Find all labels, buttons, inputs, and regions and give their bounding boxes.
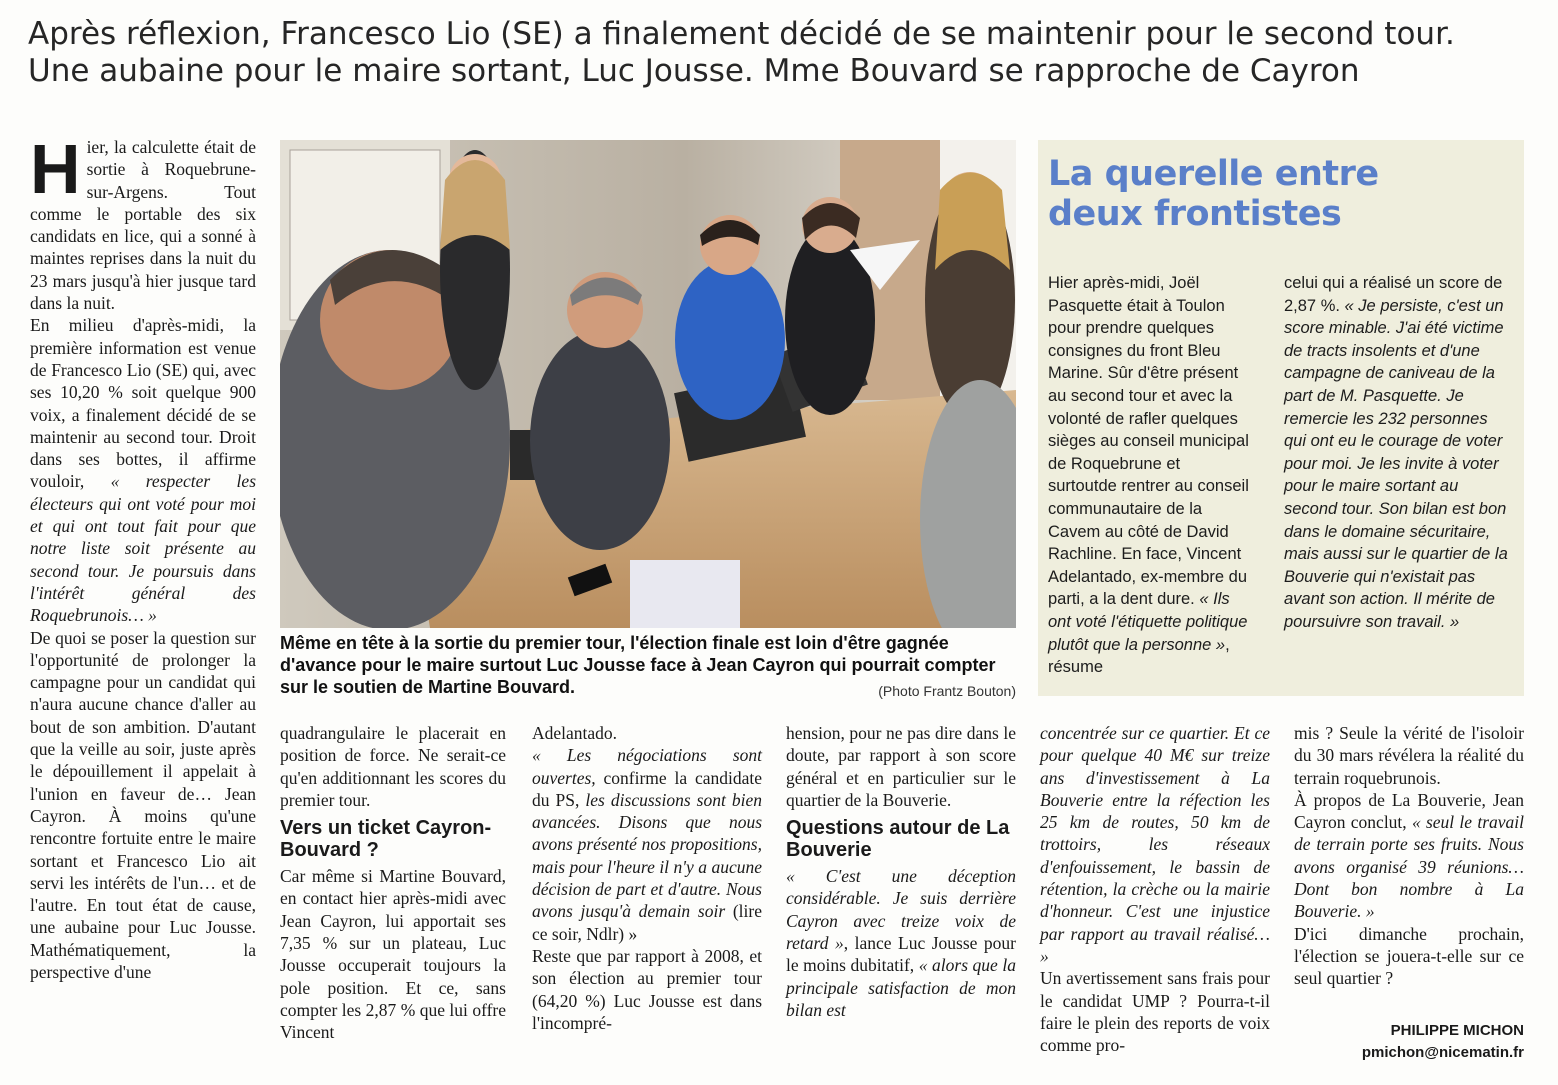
- article-paragraph: Hier, la calculette était de sortie à Roquebrune-sur-Argens. Tout comme le portable des six candidats en lice, qui a sonné à maintes reprises dans la nuit du 23 mars jusqu'à hier jusque tard dans la nuit.: [30, 130, 256, 314]
- article-column-5: [1040, 722, 1270, 1056]
- article-paragraph: « C'est une déception considérable. Je suis derrière Cayron avec treize voix de retard », lance Luc Jousse pour le moins dubitatif, « alors que la principale satisfaction de mon bilan est: [786, 866, 1017, 1020]
- sidebar-column-right: celui qui a réalisé un score de 2,87 %. « Je persiste, c'est un score minable. J'ai été victime de tracts insolents et d'une campagne de caniveau de la part de M. Pasquette. Je remercie les 232 personnes qui ont eu le courage de voter pour moi. Je les invite à voter pour le maire sortant au second tour. Son bilan est bon dans le domaine sécuritaire, mais aussi sur le quartier de la Bouverie qui n'existait pas avant son action. Il mérite de poursuivre son travail. »: [1284, 274, 1508, 631]
- article-paragraph: Reste que par rapport à 2008, et son élection au premier tour (64,20 %) Luc Jousse est dans l'incompré-: [532, 945, 762, 1033]
- article-paragraph: À propos de La Bouverie, Jean Cayron conclut, « seul le travail de terrain porte ses fruits. Nous avons organisé 39 réunions… Dont bon nombre à La Bouverie. »: [1294, 789, 1525, 922]
- article-paragraph: « Les négociations sont ouvertes, confirme la candidate du PS, les discussions sont bien avancées. Disons que nous avons présenté nos propositions, mais pour l'heure il n'y a aucune décision de part et d'autre. Nous avons jusqu'à demain soir (lire ce soir, Ndlr) »: [532, 745, 762, 944]
- drop-cap: H: [30, 130, 81, 208]
- author-email: pmichon@nicematin.fr: [1361, 1044, 1524, 1061]
- article-paragraph: mis ? Seule la vérité de l'isoloir du 30 mars révélera la réalité du terrain roquebrunois.: [1294, 723, 1524, 788]
- quote: concentrée sur ce quartier. Et ce pour quelque 40 M€ sur treize ans d'investissement à La Bouverie entre la réfection les 25 km de routes, 50 km de trottoirs, les réseaux d'enfouissement, le bassin de rétention, la crèche ou la mairie d'honneur. C'est une injustice par rapport au travail réalisé… »: [1040, 723, 1270, 966]
- article-paragraph: Un avertissement sans frais pour le candidat UMP ? Pourra-t-il faire le plein des reports de voix comme pro-: [1040, 968, 1270, 1056]
- article-paragraph: En milieu d'après-midi, la première information est venue de Francesco Lio (SE) qui, avec ses 10,20 % soit quelque 900 voix, a finalement décidé de se maintenir au second tour. Droit dans ses bottes, il affirme vouloir, « respecter les électeurs qui ont voté pour moi et qui ont tout fait pour que notre liste soit présente au second tour. Je poursuis dans l'intérêt général des Roquebrunois… »: [30, 315, 257, 626]
- photo-illustration: [280, 140, 1016, 628]
- article-paragraph: Car même si Martine Bouvard, en contact hier après-midi avec Jean Cayron, lui apportait ses 7,35 % sur un plateau, Luc Jousse occuperait toujours la pole position. Et ce, sans compter les 2,87 % que lui offre Vincent: [280, 866, 506, 1043]
- article-paragraph: Adelantado.: [532, 723, 618, 743]
- author-name: PHILIPPE MICHON: [1390, 1022, 1524, 1039]
- subheading: Questions autour de La Bouverie: [786, 817, 1010, 862]
- photo-caption: Même en tête à la sortie du premier tour, l'élection finale est loin d'être gagnée d'avance pour le maire surtout Luc Jousse face à Jean Cayron qui pourrait compter sur le soutien de Martine Bouvard.: [280, 633, 996, 697]
- subheading: Vers un ticket Cayron-Bouvard ?: [280, 817, 492, 862]
- quote: « Ils ont voté l'étiquette politique plutôt que la personne »: [1048, 590, 1248, 654]
- article-paragraph: hension, pour ne pas dire dans le doute, par rapport à son score général et en particulier sur le quartier de la Bouverie.: [786, 723, 1016, 810]
- headline: [28, 16, 1538, 90]
- article-column-1: [30, 130, 257, 983]
- article-column-4: [786, 722, 1016, 1021]
- sidebar-title: La querelle entre deux frontistes: [1048, 154, 1379, 234]
- article-paragraph: De quoi se poser la question sur l'opportunité de prolonger la campagne pour un candidat qui n'aura aucune chance d'aller au bout de son ambition. D'autant que la veille au soir, juste après le dépouillement il appelait à l'union en faveur de… Jean Cayron. À moins qu'une rencontre fortuite entre le maire sortant et Francesco Lio ait servi les intérêts de l'un… et de l'autre. En tout état de cause, une aubaine pour Luc Jousse. Mathématiquement, la perspective d'une: [30, 627, 256, 982]
- article-column-3: [532, 722, 762, 1034]
- article-photo: [280, 140, 1016, 628]
- photo-credit: (Photo Frantz Bouton): [878, 683, 1016, 699]
- sidebar-box: [1038, 140, 1524, 696]
- sidebar-column-left: Hier après-midi, Joël Pasquette était à Toulon pour prendre quelques consignes du front Bleu Marine. Sûr d'être présent au second tour et avec la volonté de rafler quelques sièges au conseil municipal de Roquebrune et surtoutde rentrer au conseil communautaire de la Cavem au côté de David Rachline. En face, Vincent Adelantado, ex-membre du parti, a la dent dure. « Ils ont voté l'étiquette politique plutôt que la personne », résume: [1048, 274, 1249, 677]
- quote: « respecter les électeurs qui ont voté pour moi et qui ont tout fait pour que notre liste soit présente au second tour. Je poursuis dans l'intérêt général des Roquebrunois… »: [30, 471, 257, 626]
- headline-line-1: Après réflexion, Francesco Lio (SE) a finalement décidé de se maintenir pour le second tour.: [28, 16, 1455, 52]
- article-paragraph: D'ici dimanche prochain, l'élection se jouera-t-elle sur ce seul quartier ?: [1294, 923, 1524, 989]
- quote: « Je persiste, c'est un score minable. J'ai été victime de tracts insolents et d'une campagne de caniveau de la part de M. Pasquette. Je remercie les 232 personnes qui ont eu le courage de voter pour moi. Je les invite à voter pour le maire sortant au second tour. Son bilan est bon dans le domaine sécuritaire, mais aussi sur le quartier de la Bouverie qui n'existait pas avant son action. Il mérite de poursuivre son travail. »: [1284, 296, 1508, 631]
- article-column-6: [1294, 722, 1524, 990]
- article-paragraph: quadrangulaire le placerait en position de force. Ne serait-ce qu'en additionnant les scores du premier tour.: [280, 723, 506, 810]
- article-column-2: [280, 722, 506, 1044]
- headline-line-2: Une aubaine pour le maire sortant, Luc Jousse. Mme Bouvard se rapproche de Cayron: [28, 53, 1360, 89]
